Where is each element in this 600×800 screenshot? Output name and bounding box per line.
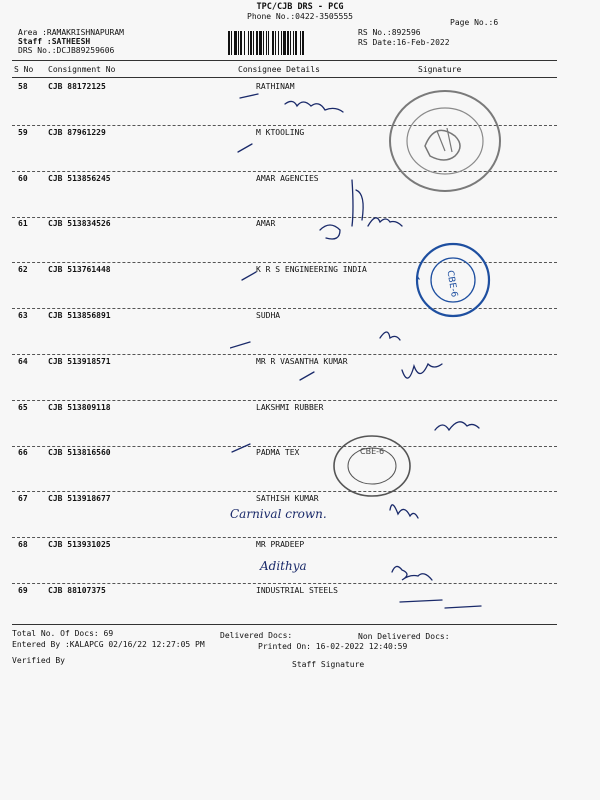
barcode bbox=[228, 31, 353, 55]
row-consignee: K R S ENGINEERING INDIA bbox=[256, 265, 367, 274]
row-consignment-no: CJB 513816560 bbox=[48, 448, 111, 457]
row-sno: 65 bbox=[18, 403, 28, 412]
handwriting-row68: Adithya bbox=[260, 559, 307, 573]
row-consignment-no: CJB 513856891 bbox=[48, 311, 111, 320]
row-consignment-no: CJB 513931025 bbox=[48, 540, 111, 549]
row-consignment-no: CJB 513856245 bbox=[48, 174, 111, 183]
row-consignment-no: CJB 513918571 bbox=[48, 357, 111, 366]
row-sno: 68 bbox=[18, 540, 28, 549]
row-sno: 60 bbox=[18, 174, 28, 183]
row-consignee: RATHINAM bbox=[256, 82, 295, 91]
handwritten-signatures bbox=[230, 80, 600, 625]
staff-signature: Staff Signature bbox=[292, 660, 365, 669]
document-title: TPC/CJB DRS - PCG bbox=[256, 2, 344, 12]
handwriting-row67: Carnival crown. bbox=[230, 507, 327, 521]
row-consignee: PADMA TEX bbox=[256, 448, 300, 457]
row-consignee: LAKSHMI RUBBER bbox=[256, 403, 324, 412]
row-consignment-no: CJB 513834526 bbox=[48, 219, 111, 228]
col-sno: S No bbox=[14, 65, 34, 74]
header-rule-bottom bbox=[12, 77, 557, 78]
row-consignment-no: CJB 513809118 bbox=[48, 403, 111, 412]
barcode-bar bbox=[304, 31, 305, 55]
total-docs: Total No. Of Docs: 69 bbox=[12, 629, 114, 638]
row-consignee: INDUSTRIAL STEELS bbox=[256, 586, 338, 595]
row-consignment-no: CJB 513761448 bbox=[48, 265, 111, 274]
svg-text:CBE-6: CBE-6 bbox=[360, 447, 385, 456]
row-consignment-no: CJB 88107375 bbox=[48, 586, 106, 595]
row-sno: 62 bbox=[18, 265, 28, 274]
row-consignee: AMAR AGENCIES bbox=[256, 174, 319, 183]
row-consignee: MR R VASANTHA KUMAR bbox=[256, 357, 348, 366]
row-consignee: AMAR bbox=[256, 219, 276, 228]
printed-on: Printed On: 16-02-2022 12:40:59 bbox=[258, 642, 408, 651]
phone-number: Phone No.:0422-3505555 bbox=[247, 12, 353, 21]
row-consignee: M KTOOLING bbox=[256, 128, 305, 137]
staff-field: Staff :SATHEESH bbox=[18, 37, 91, 46]
row-consignee: SATHISH KUMAR bbox=[256, 494, 319, 503]
row-consignment-no: CJB 87961229 bbox=[48, 128, 106, 137]
drs-number: DRS No.:DCJB89259606 bbox=[18, 46, 115, 55]
delivered-docs: Delivered Docs: bbox=[220, 631, 293, 640]
row-consignment-no: CJB 88172125 bbox=[48, 82, 106, 91]
page-number: Page No.:6 bbox=[450, 18, 499, 27]
row-consignee: MR PRADEEP bbox=[256, 540, 305, 549]
rs-number: RS No.:892596 bbox=[358, 28, 421, 37]
row-sno: 69 bbox=[18, 586, 28, 595]
row-sno: 58 bbox=[18, 82, 28, 91]
row-sno: 61 bbox=[18, 219, 28, 228]
non-delivered-docs: Non Delivered Docs: bbox=[358, 632, 450, 641]
col-consignment: Consignment No bbox=[48, 65, 116, 74]
verified-by: Verified By bbox=[12, 656, 65, 665]
rs-date: RS Date:16-Feb-2022 bbox=[358, 38, 450, 47]
col-consignee: Consignee Details bbox=[238, 65, 320, 74]
row-sno: 64 bbox=[18, 357, 28, 366]
row-sno: 66 bbox=[18, 448, 28, 457]
col-signature: Signature bbox=[418, 65, 462, 74]
area-field: Area :RAMAKRISHNAPURAM bbox=[18, 28, 124, 37]
row-sno: 67 bbox=[18, 494, 28, 503]
row-sno: 59 bbox=[18, 128, 28, 137]
row-sno: 63 bbox=[18, 311, 28, 320]
row-consignee: SUDHA bbox=[256, 311, 281, 320]
row-consignment-no: CJB 513918677 bbox=[48, 494, 111, 503]
svg-text:CBE-6: CBE-6 bbox=[444, 269, 459, 299]
header-rule-top bbox=[12, 60, 557, 61]
entered-by: Entered By :KALAPCG 02/16/22 12:27:05 PM bbox=[12, 640, 205, 649]
